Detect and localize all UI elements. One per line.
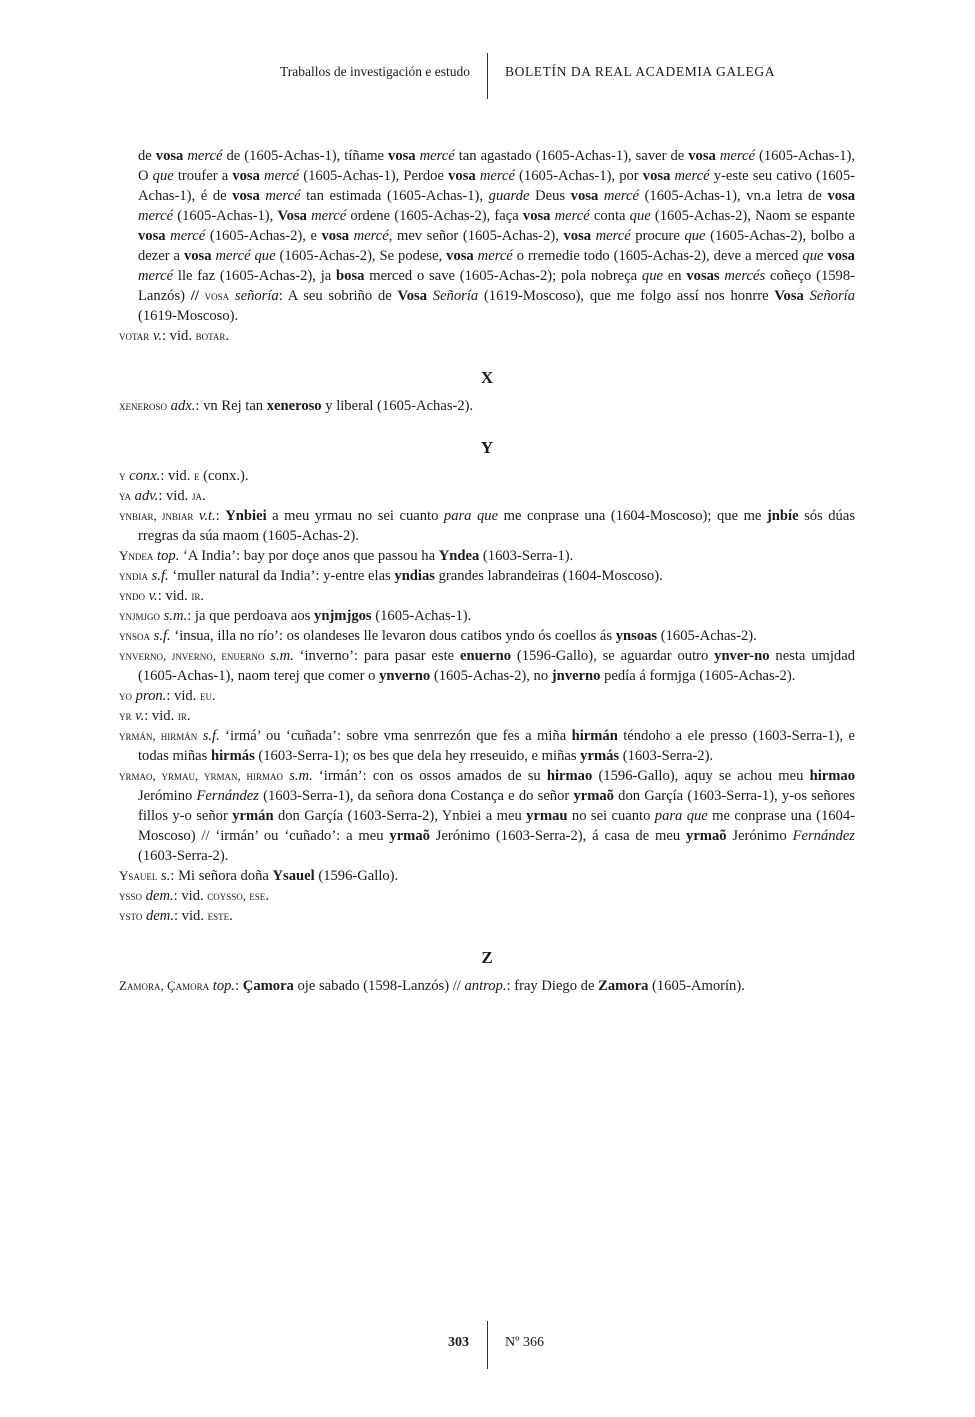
bold-term: yrmaõ — [573, 788, 614, 804]
entry-text: : vid. — [160, 468, 195, 484]
entry-text: oje sabado (1598-Lanzós) // — [293, 978, 465, 994]
italic-text: s.m. — [289, 768, 313, 784]
bold-term: hirmás — [210, 748, 255, 764]
entry-text: : fray Diego de — [506, 978, 599, 994]
entry-text: . — [229, 908, 233, 924]
entry-text: (conx.). — [199, 468, 249, 484]
headword: e — [194, 468, 200, 483]
headword: ja — [191, 488, 202, 503]
italic-text: pron. — [135, 688, 167, 704]
section-letter: X — [480, 368, 494, 387]
dictionary-entry — [119, 726, 855, 766]
bold-term: Çamora — [242, 978, 294, 994]
entry-text: . — [212, 688, 216, 704]
entry-text: : A seu sobriño de — [278, 288, 398, 304]
headword: ir — [177, 708, 187, 723]
bold-term: vosa — [232, 188, 260, 204]
entry-text: : vid. — [166, 688, 200, 704]
italic-text: mercé que — [215, 248, 276, 264]
italic-text: adv. — [134, 488, 159, 504]
bold-term: jnbíe — [766, 508, 799, 524]
bold-term: Vosa — [277, 208, 307, 224]
italic-text: v. — [135, 708, 145, 724]
headword: xeneroso — [119, 398, 168, 413]
bold-term: Yndea — [438, 548, 480, 564]
entry-text: sós dúas rregras da súa maom (1605-Achas-2). — [138, 508, 856, 544]
bold-term: Vosa — [397, 288, 427, 304]
dictionary-entry — [119, 586, 855, 606]
entry-text: (1596-Gallo), se aguardar outro — [511, 648, 715, 664]
bold-term: vosa — [522, 208, 551, 224]
entry-text: Jerónimo — [726, 828, 793, 844]
italic-text: que — [629, 208, 651, 224]
headword: yrmán, hirmán — [119, 728, 198, 743]
dictionary-entry — [119, 706, 855, 726]
entry-text: ‘irmá’ ou ‘cuñada’: sobre vma senrrezón que fes a miña — [219, 728, 572, 744]
italic-text: mercé — [187, 148, 223, 164]
entry-text: (1605-Achas-2), Se podese, — [275, 248, 447, 264]
italic-text: v.t. — [198, 508, 216, 524]
bold-term: yrmau — [526, 808, 568, 824]
dictionary-entry — [119, 866, 855, 886]
entry-text: (1596-Gallo), aquy se achou meu — [592, 768, 810, 784]
headword: votar — [119, 328, 150, 343]
entry-text: . — [225, 328, 230, 344]
entry-continuation — [119, 146, 855, 326]
bold-term: bosa — [336, 268, 365, 284]
entry-text: no sei cuanto — [567, 808, 655, 824]
italic-text: Señoría — [809, 288, 855, 304]
italic-text: para que — [443, 508, 499, 524]
bold-term: vosa — [232, 168, 260, 184]
bold-term: yrmás — [580, 748, 620, 764]
entry-text: conta — [589, 208, 630, 224]
bold-term: Ynbiei — [225, 508, 267, 524]
entry-text: o rremedie todo (1605-Achas-2), deve a merced — [512, 248, 803, 264]
entry-text: ‘irmán’: con os ossos amados de su — [312, 768, 547, 784]
entry-text: ‘insua, illa no río’: os olandeses lle levaron dous catibos yndo ós coellos ás — [170, 628, 616, 644]
italic-text: Fernández — [196, 788, 259, 804]
entry-text: (1605-Achas-1), — [173, 208, 278, 224]
entry-text: (1605-Achas-1), vn.a letra de — [638, 188, 828, 204]
entry-text: ‘A India’: bay por doçe anos que passou ha — [179, 548, 439, 564]
bold-term: Zamora — [598, 978, 649, 994]
bold-term: vosa — [138, 228, 166, 244]
headword: coysso, ese — [207, 888, 266, 903]
dictionary-entry — [119, 396, 855, 416]
letter-sections — [119, 368, 855, 996]
italic-text: s.m. — [163, 608, 188, 624]
entry-text: : ja que perdoava aos — [187, 608, 315, 624]
italic-text: s.f. — [153, 628, 171, 644]
entry-text: ordene (1605-Achas-2), faça — [346, 208, 523, 224]
dictionary-entry — [119, 906, 855, 926]
entry-votar — [119, 326, 855, 346]
headword: ynbiar, jnbiar — [119, 508, 194, 523]
entry-text: (1619-Moscoso). — [138, 308, 239, 324]
page-number: 303 — [448, 1335, 469, 1350]
entry-text: . — [200, 588, 205, 604]
italic-text: mercé — [595, 228, 631, 244]
bold-term: vosas — [686, 268, 720, 284]
entry-text: (1605-Achas-1). — [371, 608, 472, 624]
dictionary-entry — [119, 646, 855, 686]
bold-term: // — [190, 288, 199, 304]
entry-text: Deus — [529, 188, 571, 204]
bold-term: vosa — [321, 228, 350, 244]
section-letter: Y — [480, 438, 494, 457]
bold-term: yrmaõ — [686, 828, 727, 844]
headword: ya — [119, 488, 132, 503]
entry-text: : vid. — [161, 328, 196, 344]
entry-text: ‘inverno’: para pasar este — [293, 648, 460, 664]
bold-term: vosa — [827, 188, 856, 204]
italic-text: v. — [148, 588, 158, 604]
entry-text: . — [201, 488, 206, 504]
bold-term: vosa — [570, 188, 599, 204]
dictionary-entry — [119, 506, 855, 546]
bold-term: Ysauel — [272, 868, 315, 884]
italic-text: Señoría — [432, 288, 479, 304]
headword: vosa — [204, 288, 230, 303]
italic-text: v. — [152, 328, 162, 344]
italic-text: mercé — [138, 208, 174, 224]
entry-text: (1605-Achas-2), bolbo a dezer a — [138, 228, 855, 264]
headword: este — [207, 908, 230, 923]
headword: yo — [119, 688, 132, 703]
entry-text: grandes labrandeiras (1604-Moscoso). — [434, 568, 663, 584]
bold-term: vosa — [688, 148, 716, 164]
headword: yr — [119, 708, 132, 723]
italic-text: s.f. — [202, 728, 220, 744]
entry-text: Jerónimo (1603-Serra-2), á casa de meu — [429, 828, 687, 844]
bold-term: vosa — [448, 168, 476, 184]
entry-text: de (1605-Achas-1), tíñame — [222, 148, 389, 164]
entry-text: (1603-Serra-1), da señora dona Costança e do señor — [258, 788, 574, 804]
italic-text: que — [802, 248, 824, 264]
entry-text: (1603-Serra-2). — [619, 748, 714, 764]
italic-text: adx. — [170, 398, 196, 414]
entry-text: . — [265, 888, 269, 904]
headword: Yndea — [119, 548, 154, 563]
headword: ynverno, jnverno, enuerno — [119, 648, 265, 663]
bold-term: xeneroso — [266, 398, 322, 414]
italic-text: mercé — [674, 168, 710, 184]
entry-text: : — [215, 508, 226, 524]
bold-term: vosa — [388, 148, 416, 164]
dictionary-entry — [119, 626, 855, 646]
headword: ynsoa — [119, 628, 151, 643]
bold-term: vosa — [642, 168, 671, 184]
entry-text: me conprase una (1604-Moscoso) // ‘irmán’ ou ‘cuñado’: a meu — [138, 808, 855, 844]
entry-text: tan agastado (1605-Achas-1), saver de — [454, 148, 689, 164]
bold-term: ynjmjgos — [314, 608, 372, 624]
entry-text: : vid. — [157, 588, 192, 604]
entry-text: : Mi señora doña — [170, 868, 273, 884]
entry-text: : vid. — [144, 708, 178, 724]
bold-term: yndias — [394, 568, 435, 584]
entry-text: tan estimada (1605-Achas-1), — [300, 188, 489, 204]
entry-text: coñeço (1598-Lanzós) — [138, 268, 855, 304]
entry-text: . — [186, 708, 191, 724]
headword: y — [119, 468, 126, 483]
bold-term: hirmao — [809, 768, 855, 784]
bold-term: hirmao — [546, 768, 593, 784]
entry-text: y liberal (1605-Achas-2). — [321, 398, 474, 414]
entry-text: procure — [630, 228, 685, 244]
entry-text: don Garçía (1603-Serra-1), y-os señores fillos y-o señor — [138, 788, 855, 824]
headword: yndo — [119, 588, 145, 603]
issue-number: Nº 366 — [505, 1335, 544, 1350]
headword: Ysauel — [119, 868, 158, 883]
italic-text: mercé — [419, 148, 455, 164]
dictionary-entry — [119, 546, 855, 566]
italic-text: antrop. — [464, 978, 507, 994]
entry-text: (1605-Achas-2), Naom se espante — [650, 208, 855, 224]
dictionary-entry — [119, 686, 855, 706]
italic-text: mercé — [138, 268, 174, 284]
bold-term: ynsoas — [615, 628, 658, 644]
entry-text: de — [138, 148, 156, 164]
dictionary-entry — [119, 466, 855, 486]
bold-term: Vosa — [774, 288, 804, 304]
entry-text: (1605-Achas-1), Perdoe — [299, 168, 449, 184]
bold-term: hirmán — [571, 728, 618, 744]
bold-term: ynverno — [379, 668, 431, 684]
entry-text: : vid. — [173, 908, 208, 924]
italic-text: mercé — [719, 148, 755, 164]
dictionary-entry — [119, 566, 855, 586]
entry-text: y-este seu cativo (1605-Achas-1), é de — [138, 168, 855, 204]
headword: ysto — [119, 908, 143, 923]
italic-text: señoría — [234, 288, 279, 304]
running-header-left: Traballos de investigación e estudo — [280, 64, 470, 79]
italic-text: mercés — [724, 268, 766, 284]
italic-text: conx. — [129, 468, 161, 484]
italic-text: guarde — [488, 188, 530, 204]
dictionary-entry — [119, 886, 855, 906]
entry-text: nesta umjdad (1605-Achas-1), naom terej que comer o — [138, 648, 856, 684]
dictionary-entry — [119, 766, 855, 866]
entry-text: : vn Rej tan — [195, 398, 267, 414]
dictionary-entry — [119, 486, 855, 506]
entry-text: lle faz (1605-Achas-2), ja — [173, 268, 337, 284]
entry-text: (1605-Achas-2), e — [205, 228, 322, 244]
entry-text: (1605-Achas-1), por — [514, 168, 643, 184]
bold-term: yrmaõ — [389, 828, 430, 844]
bold-term: vosa — [446, 248, 474, 264]
italic-text: que — [641, 268, 663, 284]
italic-text: que — [684, 228, 706, 244]
italic-text: dem. — [146, 908, 174, 924]
entry-text: (1603-Serra-1). — [479, 548, 574, 564]
dictionary-entry — [119, 606, 855, 626]
italic-text: mercé — [479, 168, 515, 184]
entry-text: troufer a — [173, 168, 233, 184]
italic-text: mercé — [265, 188, 301, 204]
headword: eu — [200, 688, 212, 703]
entry-text: (1603-Serra-1); os bes que dela hey rreseuido, e miñas — [254, 748, 581, 764]
footer-divider — [487, 1321, 488, 1369]
entry-text: (1605-Amorín). — [648, 978, 745, 994]
entry-text: (1603-Serra-2). — [138, 848, 229, 864]
bold-term: vosa — [563, 228, 592, 244]
entry-text: merced o save (1605-Achas-2); pola nobreça — [364, 268, 642, 284]
headword: yndia — [119, 568, 148, 583]
entry-text: : vid. — [158, 488, 192, 504]
entry-text: (1605-Achas-1), O — [138, 148, 855, 184]
dictionary-body — [119, 146, 855, 996]
italic-text: mercé — [353, 228, 389, 244]
headword: Zamora, Çamora — [119, 978, 210, 993]
italic-text: top. — [212, 978, 236, 994]
italic-text: s. — [161, 868, 171, 884]
headword: ynjmjgo — [119, 608, 161, 623]
italic-text: mercé — [170, 228, 206, 244]
italic-text: mercé — [311, 208, 347, 224]
bold-term: enuerno — [459, 648, 512, 664]
entry-text: en — [662, 268, 687, 284]
entry-text: me conprase una (1604-Moscoso); que me — [498, 508, 767, 524]
header-divider — [487, 53, 488, 99]
italic-text: dem. — [145, 888, 174, 904]
entry-text: (1605-Achas-2). — [657, 628, 757, 644]
bold-term: vosa — [183, 248, 212, 264]
italic-text: para que — [654, 808, 708, 824]
italic-text: mercé — [264, 168, 300, 184]
entry-text: pedía á formjga (1605-Achas-2). — [600, 668, 796, 684]
entry-text: : vid. — [173, 888, 208, 904]
entry-text: ‘muller natural da India’: y-entre elas — [168, 568, 395, 584]
italic-text: Fernández — [792, 828, 855, 844]
running-header-right: BOLETÍN DA REAL ACADEMIA GALEGA — [505, 64, 776, 79]
entry-text: (1619-Moscoso), que me folgo assí nos honrre — [478, 288, 775, 304]
headword: botar — [195, 328, 226, 343]
bold-term: ynver-no — [714, 648, 770, 664]
italic-text: mercé — [603, 188, 639, 204]
dictionary-entry — [119, 976, 855, 996]
entry-text: (1596-Gallo). — [314, 868, 399, 884]
section-letter: Z — [481, 948, 493, 967]
entry-text: Jerómino — [138, 788, 197, 804]
headword: ir — [191, 588, 201, 603]
bold-term: vosa — [827, 248, 855, 264]
entry-text: téndoho a ele presso (1603-Serra-1), e todas miñas — [138, 728, 855, 764]
bold-term: vosa — [155, 148, 184, 164]
italic-text: s.m. — [270, 648, 294, 664]
headword: ysso — [119, 888, 143, 903]
italic-text: mercé — [554, 208, 590, 224]
entry-text: don Garçía (1603-Serra-2), Ynbiei a meu — [273, 808, 527, 824]
italic-text: mercé — [477, 248, 513, 264]
entry-text: , mev señor (1605-Achas-2), — [388, 228, 564, 244]
entry-text: : — [235, 978, 243, 994]
entry-text: (1605-Achas-2), no — [430, 668, 552, 684]
italic-text: top. — [157, 548, 180, 564]
headword: yrmao, yrmau, yrman, hirmao — [119, 768, 284, 783]
italic-text: que — [152, 168, 174, 184]
italic-text: s.f. — [151, 568, 169, 584]
entry-text: a meu yrmau no sei cuanto — [266, 508, 444, 524]
bold-term: jnverno — [551, 668, 601, 684]
bold-term: yrmán — [232, 808, 274, 824]
